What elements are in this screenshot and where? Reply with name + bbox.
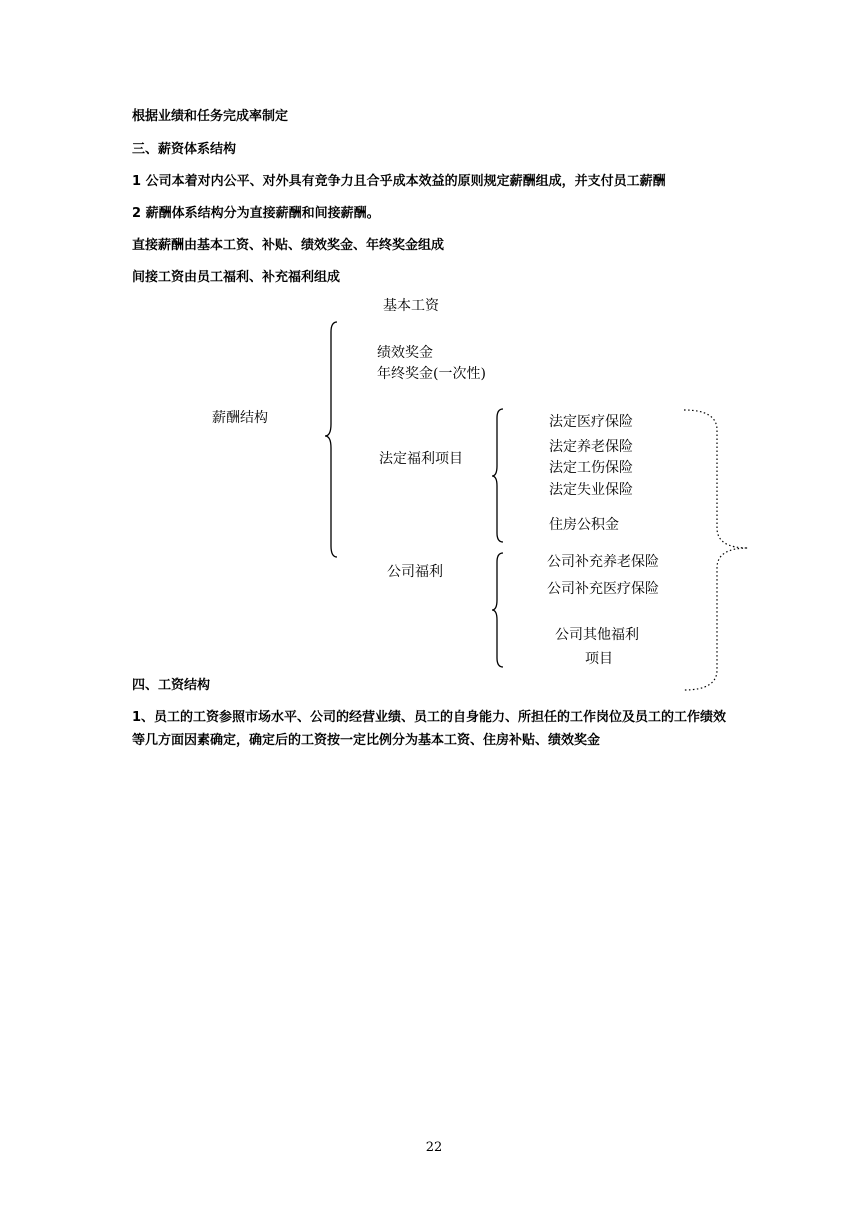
intro-line-4: 2 薪酬体系结构分为直接薪酬和间接薪酬。 xyxy=(132,206,380,221)
section-3-heading: 三、薪资体系结构 xyxy=(132,142,237,157)
company-item: 公司补充医疗保险 xyxy=(547,581,659,597)
section-4-heading: 四、工资结构 xyxy=(132,678,211,693)
company-item: 公司补充养老保险 xyxy=(547,554,659,570)
performance-bonus-label: 绩效奖金 xyxy=(377,345,433,361)
statutory-welfare-label: 法定福利项目 xyxy=(379,451,463,467)
company-brace xyxy=(492,553,503,667)
statutory-item: 法定工伤保险 xyxy=(549,460,633,476)
statutory-item: 法定失业保险 xyxy=(549,482,633,498)
statutory-item: 住房公积金 xyxy=(549,517,619,533)
section-4-paragraph-line1: 1、员工的工资参照市场水平、公司的经营业绩、员工的自身能力、所担任的工作岗位及员工的工作绩效 xyxy=(132,710,727,725)
intro-line-6: 间接工资由员工福利、补充福利组成 xyxy=(132,270,341,285)
intro-line-3: 1 公司本着对内公平、对外具有竞争力且合乎成本效益的原则规定薪酬组成，并支付员工薪酬 xyxy=(132,174,666,189)
statutory-brace xyxy=(492,409,503,542)
page-number: 22 xyxy=(425,1140,443,1155)
section-4-paragraph-line2: 等几方面因素确定，确定后的工资按一定比例分为基本工资、住房补贴、绩效奖金 xyxy=(132,733,601,748)
dotted-right-brace xyxy=(684,410,748,690)
basic-salary-label: 基本工资 xyxy=(383,298,439,314)
statutory-item: 法定医疗保险 xyxy=(549,414,633,430)
year-end-bonus-label: 年终奖金(一次性) xyxy=(377,366,486,382)
company-other-welfare-line2: 项目 xyxy=(585,651,613,667)
company-other-welfare-line1: 公司其他福利 xyxy=(555,627,639,643)
intro-line-1: 根据业绩和任务完成率制定 xyxy=(132,109,289,124)
main-brace xyxy=(325,322,337,557)
salary-structure-root: 薪酬结构 xyxy=(212,410,268,426)
company-welfare-label: 公司福利 xyxy=(387,564,443,580)
intro-line-5: 直接薪酬由基本工资、补贴、绩效奖金、年终奖金组成 xyxy=(132,238,445,253)
statutory-item: 法定养老保险 xyxy=(549,439,633,455)
